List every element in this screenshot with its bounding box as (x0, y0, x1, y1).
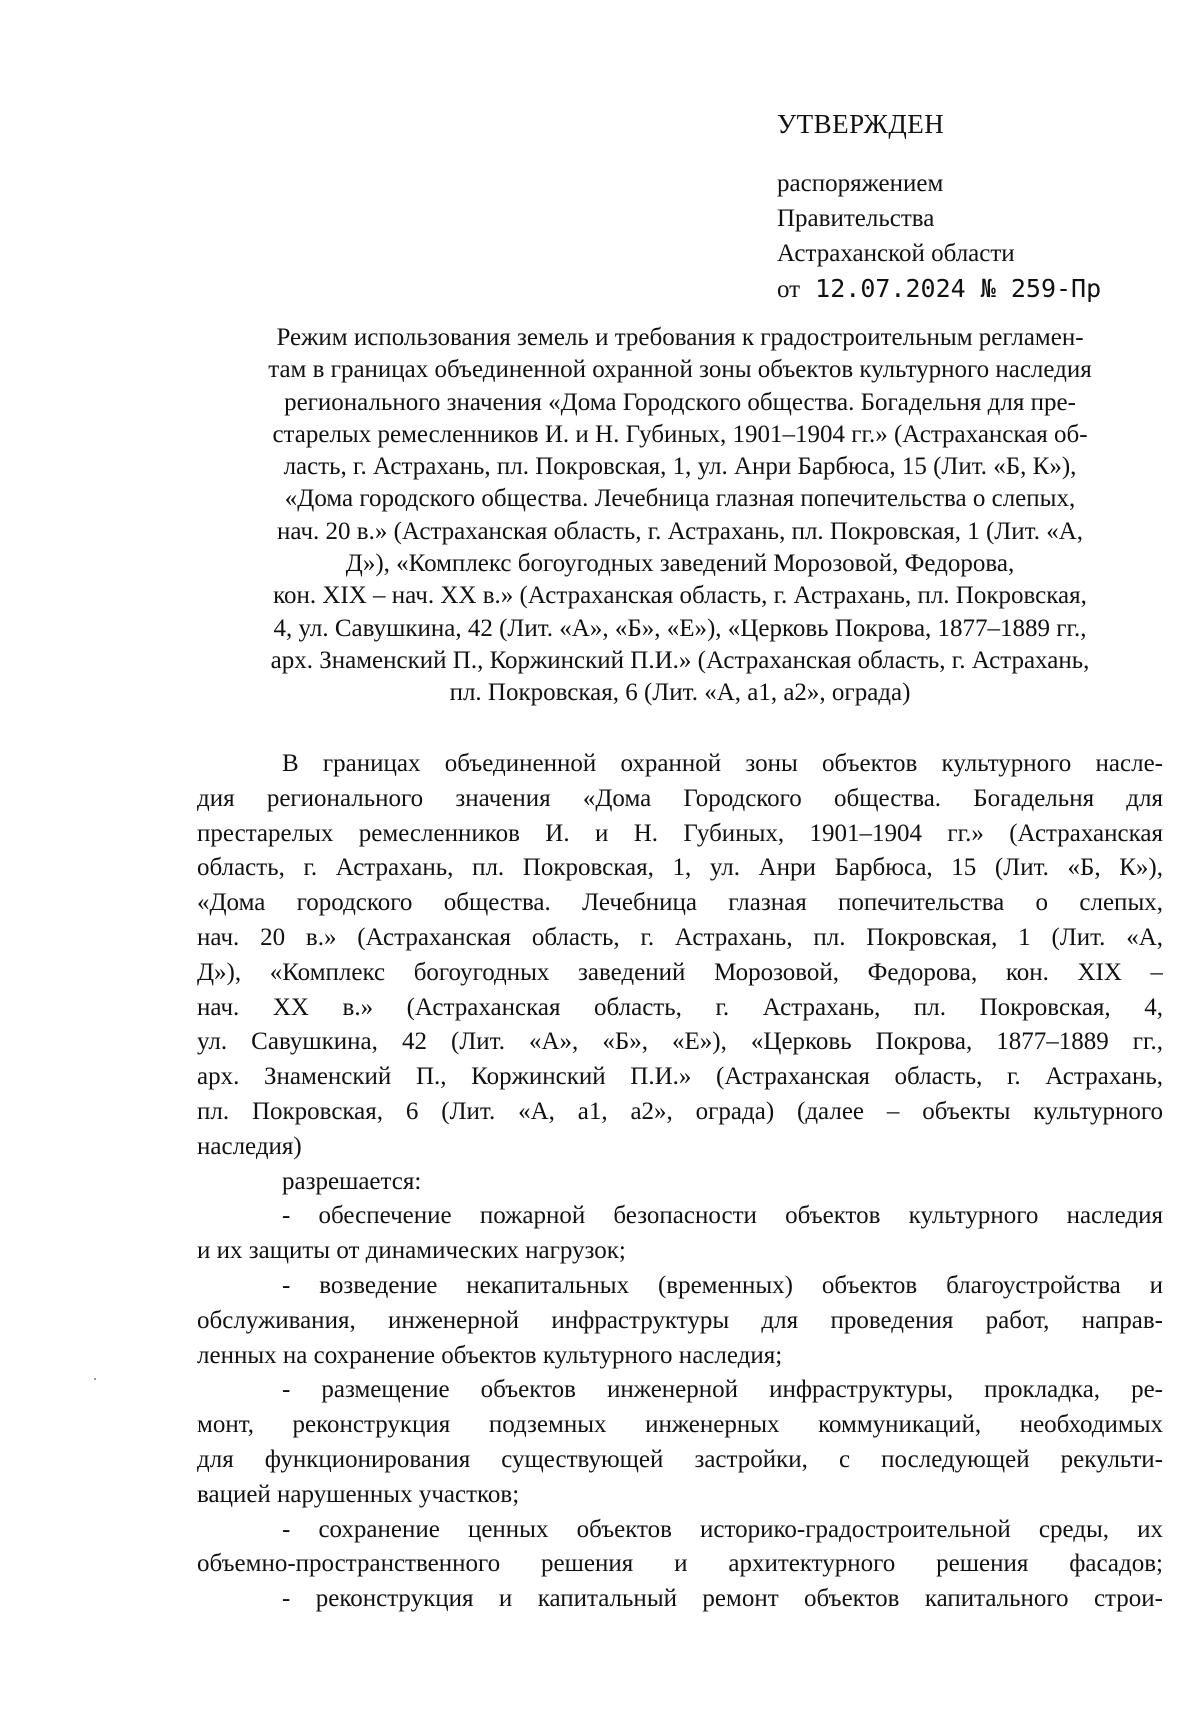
body-line: арх. Знаменский П., Коржинский П.И.» (Астраханская область, г. Астрахань, (197, 1063, 1163, 1091)
title-line: арх. Знаменский П., Коржинский П.И.» (Астраханская область, г. Астрахань, (270, 646, 1090, 674)
title-line: старелых ремесленников И. и Н. Губиных, 1901–1904 гг.» (Астраханская об- (272, 420, 1088, 448)
body-line: для функционирования существующей застройки, с последующей рекульти- (197, 1445, 1163, 1473)
title-line: кон. XIX – нач. XX в.» (Астраханская область, г. Астрахань, пл. Покровская, (273, 582, 1087, 610)
order-date-number (777, 271, 1157, 307)
body-line: - размещение объектов инженерной инфраструктуры, прокладка, ре- (282, 1376, 1163, 1404)
approval-line: Правительства (777, 205, 935, 233)
body-line: Д»), «Комплекс богоугодных заведений Морозовой, Федорова, кон. XIX – (197, 958, 1163, 986)
body-line: престарелых ремесленников И. и Н. Губиных, 1901–1904 гг.» (Астраханская (197, 819, 1163, 847)
body-line: «Дома городского общества. Лечебница глазная попечительства о слепых, (197, 889, 1163, 917)
approval-lines (777, 166, 1157, 307)
order-value: 12.07.2024 № 259-Пр (815, 274, 1102, 304)
body-line: вацией нарушенных участков; (197, 1480, 520, 1508)
body-line: нач. 20 в.» (Астраханская область, г. Астрахань, пл. Покровская, 1 (Лит. «А, (197, 923, 1163, 951)
body-line: - реконструкция и капитальный ремонт объектов капитального строи- (282, 1585, 1163, 1613)
document-body (197, 747, 1163, 1617)
title-line: регионального значения «Дома Городского общества. Богадельня для пре- (284, 388, 1076, 416)
body-line: - обеспечение пожарной безопасности объектов культурного наследия (282, 1202, 1163, 1230)
body-line: ленных на сохранение объектов культурного наследия; (197, 1341, 783, 1369)
approval-heading: УТВЕРЖДЕН (777, 109, 945, 139)
body-line: обслуживания, инженерной инфраструктуры для проведения работ, направ- (197, 1306, 1163, 1334)
approval-line: распоряжением (777, 170, 944, 198)
title-line: 4, ул. Савушкина, 42 (Лит. «А», «Б», «Е»), «Церковь Покрова, 1877–1889 гг., (273, 614, 1087, 642)
body-line: - сохранение ценных объектов историко-градостроительной среды, их (282, 1515, 1163, 1543)
title-line: там в границах объединенной охранной зоны объектов культурного наследия (268, 356, 1092, 384)
body-line: и их защиты от динамических нагрузок; (197, 1237, 626, 1265)
body-line: монт, реконструкция подземных инженерных коммуникаций, необходимых (197, 1411, 1163, 1439)
document-title (200, 322, 1160, 710)
body-line: В границах объединенной охранной зоны объектов культурного насле- (282, 750, 1163, 777)
body-line: наследия) (197, 1132, 302, 1160)
body-line: область, г. Астрахань, пл. Покровская, 1, ул. Анри Барбюса, 15 (Лит. «Б, К»), (197, 854, 1163, 882)
scan-speck (94, 1378, 96, 1380)
title-line: пл. Покровская, 6 (Лит. «А, а1, а2», ограда) (449, 679, 911, 707)
approval-line: Астраханской области (777, 240, 1015, 268)
body-line: - возведение некапитальных (временных) объектов благоустройства и (282, 1271, 1163, 1299)
body-line: объемно-пространственного решения и архитектурного решения фасадов; (197, 1550, 1163, 1578)
title-line: нач. 20 в.» (Астраханская область, г. Астрахань, пл. Покровская, 1 (Лит. «А, (277, 517, 1083, 545)
body-line: разрешается: (282, 1167, 422, 1195)
order-prefix: от (777, 276, 801, 304)
title-line: Режим использования земель и требования к градостроительным регламен- (276, 324, 1084, 351)
title-line: «Дома городского общества. Лечебница глазная попечительства о слепых, (284, 485, 1076, 513)
title-line: Д»), «Комплекс богоугодных заведений Морозовой, Федорова, (345, 550, 1015, 578)
body-line: ул. Савушкина, 42 (Лит. «А», «Б», «Е»), «Церковь Покрова, 1877–1889 гг., (197, 1028, 1163, 1056)
body-line: пл. Покровская, 6 (Лит. «А, а1, а2», ограда) (далее – объекты культурного (197, 1097, 1163, 1125)
approval-block (777, 108, 1157, 307)
title-line: ласть, г. Астрахань, пл. Покровская, 1, ул. Анри Барбюса, 15 (Лит. «Б, К»), (283, 453, 1077, 481)
body-line: дия регионального значения «Дома Городского общества. Богадельня для (197, 784, 1163, 812)
body-line: нач. XX в.» (Астраханская область, г. Астрахань, пл. Покровская, 4, (197, 993, 1163, 1021)
